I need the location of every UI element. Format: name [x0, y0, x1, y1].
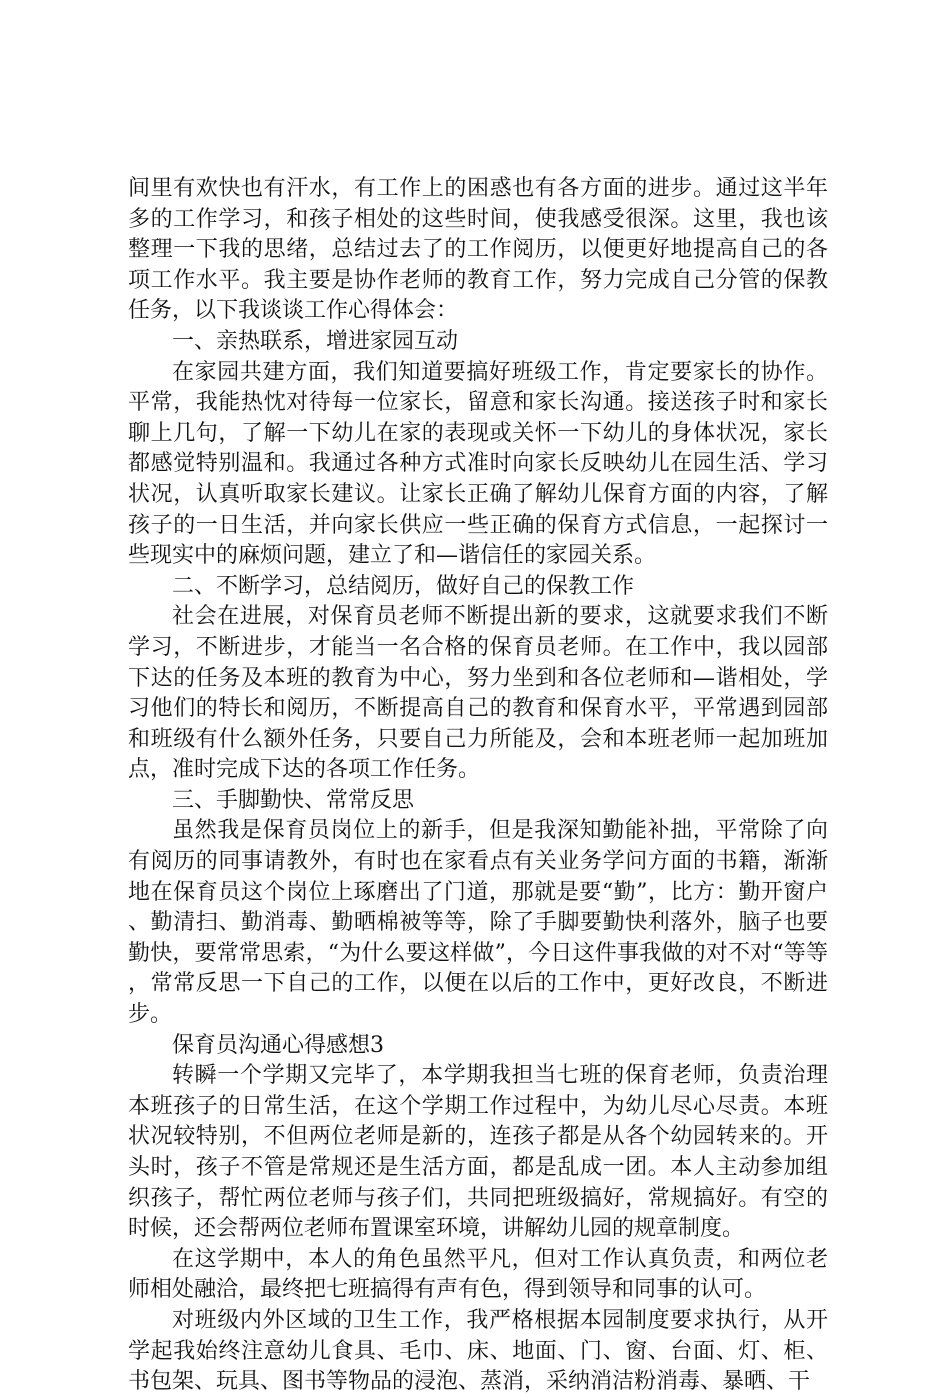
- document-page: [128, 174, 828, 1398]
- paragraph-role: 在这学期中，本人的角色虽然平凡，但对工作认真负责，和两位老师相处融洽，最终把七班搞得有声有色，得到领导和同事的认可。: [128, 1246, 828, 1303]
- paragraph-intro-continuation: 间里有欢快也有汗水，有工作上的困惑也有各方面的进步。通过这半年多的工作学习，和孩子相处的这些时间，使我感受很深。这里，我也该整理一下我的思绪，总结过去了的工作阅历，以便更好地提高自己的各项工作水平。我主要是协作老师的教育工作，努力完成自己分管的保教任务，以下我谈谈工作心得体会：: [128, 176, 828, 324]
- section-heading-1: 一、亲热联系，增进家园互动: [172, 328, 459, 354]
- section-heading-3: 三、手脚勤快、常常反思: [172, 787, 415, 813]
- paragraph-home-school: 在家园共建方面，我们知道要搞好班级工作，肯定要家长的协作。平常，我能热忱对待每一位家长，留意和家长沟通。接送孩子时和家长聊上几句，了解一下幼儿在家的表现或关怀一下幼儿的身体状况，家长都感觉特别温和。我通过各种方式准时向家长反映幼儿在园生活、学习状况，认真听取家长建议。让家长正确了解幼儿保育方面的内容，了解孩子的一日生活，并向家长供应一些正确的保育方式信息，一起探讨一些现实中的麻烦问题，建立了和—谐信任的家园关系。: [128, 359, 828, 569]
- paragraph-diligence: 虽然我是保育员岗位上的新手，但是我深知勤能补拙，平常除了向有阅历的同事请教外，有时也在家看点有关业务学问方面的书籍，渐渐地在保育员这个岗位上琢磨出了门道，那就是要“勤”，比方：勤开窗户、勤清扫、勤消毒、勤晒棉被等等，除了手脚要勤快利落外，脑子也要勤快，要常常思索，“为什么要这样做”，今日这件事我做的对不对“等等，常常反思一下自己的工作，以便在以后的工作中，更好改良，不断进步。: [128, 818, 828, 1028]
- section-heading-2: 二、不断学习，总结阅历，做好自己的保教工作: [172, 573, 635, 599]
- paragraph-learning: 社会在进展，对保育员老师不断提出新的要求，这就要求我们不断学习，不断进步，才能当一名合格的保育员老师。在工作中，我以园部下达的任务及本班的教育为中心，努力坐到和各位老师和—谐相处，学习他们的特长和阅历，不断提高自己的教育和保育水平，平常遇到园部和班级有什么额外任务，只要自己力所能及，会和本班老师一起加班加点，准时完成下达的各项工作任务。: [128, 604, 828, 783]
- article-title-3: 保育员沟通心得感想3: [172, 1032, 384, 1058]
- paragraph-semester: 转瞬一个学期又完毕了，本学期我担当七班的保育老师，负责治理本班孩子的日常生活，在这个学期工作过程中，为幼儿尽心尽责。本班状况较特别，不但两位老师是新的，连孩子都是从各个幼园转来的。开头时，孩子不管是常规还是生活方面，都是乱成一团。本人主动参加组织孩子，帮忙两位老师与孩子们，共同把班级搞好，常规搞好。有空的时候，还会帮两位老师布置课室环境，讲解幼儿园的规章制度。: [128, 1063, 828, 1242]
- paragraph-hygiene: 对班级内外区域的卫生工作，我严格根据本园制度要求执行，从开学起我始终注意幼儿食具、毛巾、床、地面、门、窗、台面、灯、柜、书包架、玩具、图书等物品的浸泡、蒸消，采纳消洁粉消毒、暴晒、干: [128, 1307, 828, 1395]
